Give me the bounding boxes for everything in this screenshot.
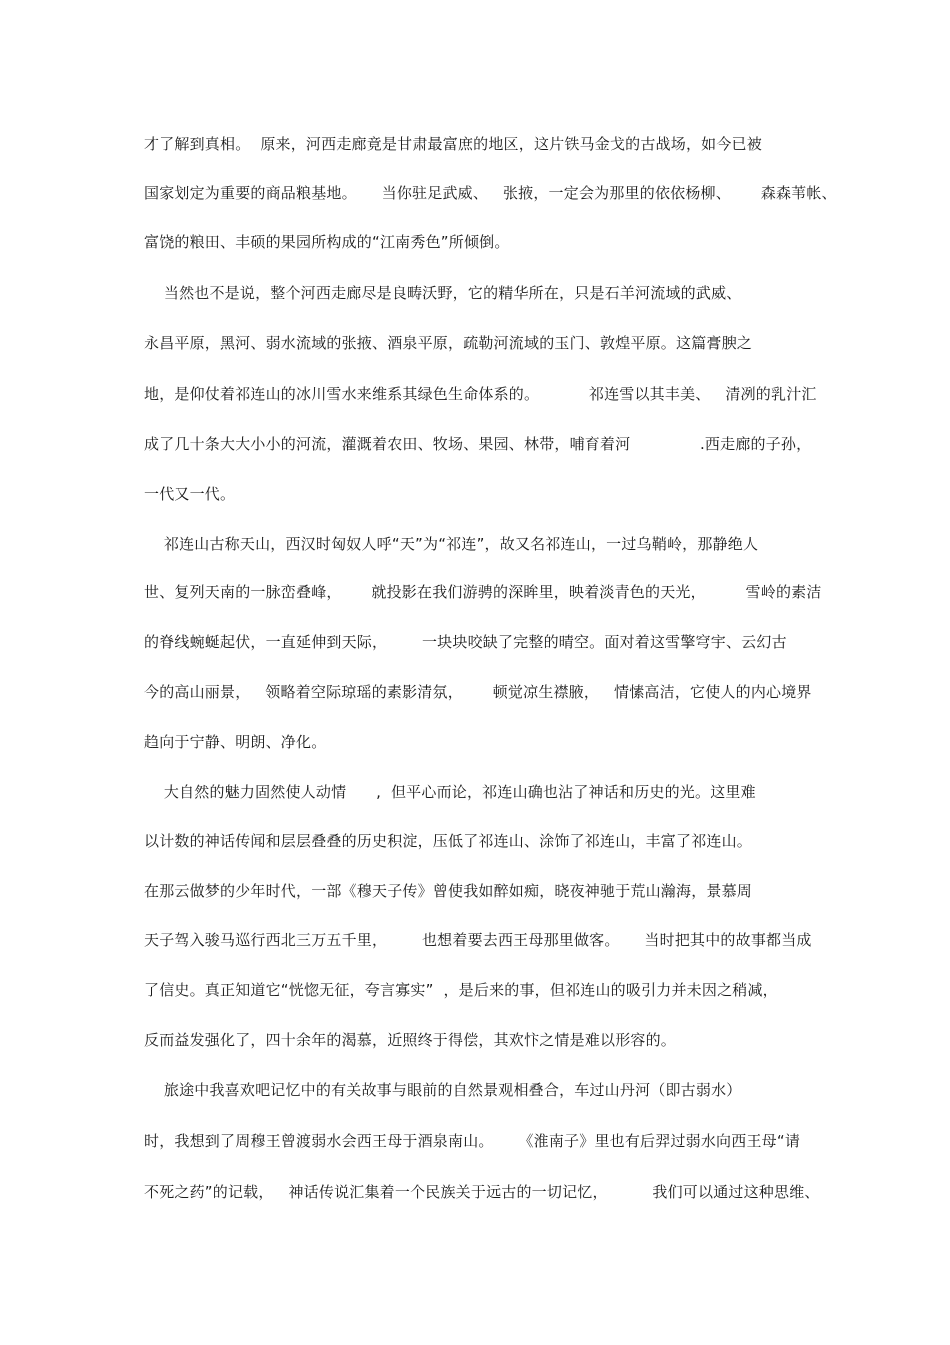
text-line: 了信史。真正知道它“恍惚无征，夸言寡实” ，是后来的事，但祁连山的吸引力并未因之稍减， <box>144 981 778 999</box>
text-line: 旅途中我喜欢吧记忆中的有关故事与眼前的自然景观相叠合，车过山丹河（即古弱水） <box>144 1081 742 1099</box>
text-line: 才了解到真相。 原来，河西走廊竟是甘肃最富庶的地区，这片铁马金戈的古战场，如今已被 <box>144 135 762 153</box>
text-line: 成了几十条大大小小的河流，灌溉着农田、牧场、果园、林带，哺育着河 .西走廊的子孙， <box>144 435 812 453</box>
text-line: 当然也不是说，整个河西走廊尽是良畴沃野，它的精华所在，只是石羊河流域的武威、 <box>144 284 742 302</box>
text-line: 趋向于宁静、明朗、净化。 <box>144 733 327 751</box>
text-line: 富饶的粮田、丰硕的果园所构成的“江南秀色”所倾倒。 <box>144 233 510 251</box>
text-line: 世、复列天南的一脉峦叠峰， 就投影在我们游骋的深眸里，映着淡青色的天光， 雪岭的素洁 <box>144 583 822 601</box>
text-line: 以计数的神话传闻和层层叠叠的历史积淀，压低了祁连山、涂饰了祁连山，丰富了祁连山。 <box>144 832 753 850</box>
text-line: 一代又一代。 <box>144 485 236 503</box>
text-line: 地，是仰仗着祁连山的冰川雪水来维系其绿色生命体系的。 祁连雪以其丰美、 清冽的乳汁汇 <box>144 385 817 403</box>
text-line: 在那云做梦的少年时代，一部《穆天子传》曾使我如醉如痴，晓夜神驰于荒山瀚海，景慕周 <box>144 882 753 900</box>
text-line: 反而益发强化了，四十余年的渴慕，近照终于得偿，其欢忭之情是难以形容的。 <box>144 1031 677 1049</box>
text-line: 不死之药”的记载， 神话传说汇集着一个民族关于远古的一切记忆， 我们可以通过这种思维、 <box>144 1183 820 1201</box>
text-line: 国家划定为重要的商品粮基地。 当你驻足武威、 张掖，一定会为那里的依依杨柳、 森森苇帐、 <box>144 184 837 202</box>
text-line: 大自然的魅力固然使人动情 , 但平心而论，祁连山确也沾了神话和历史的光。这里难 <box>144 783 756 801</box>
text-line: 的脊线蜿蜒起伏，一直延伸到天际， 一块块咬缺了完整的晴空。面对着这雪擎穹宇、云幻古 <box>144 633 787 651</box>
text-line: 祁连山古称天山，西汉时匈奴人呼“天”为“祁连”，故又名祁连山，一过乌鞘岭，那静绝人 <box>144 535 759 553</box>
text-line: 天子驾入骏马巡行西北三万五千里， 也想着要去西王母那里做客。 当时把其中的故事都当成 <box>144 931 812 949</box>
text-line: 时，我想到了周穆王曾渡弱水会西王母于酒泉南山。 《淮南子》里也有后羿过弱水向西王母“请 <box>144 1132 801 1150</box>
text-line: 今的高山丽景， 领略着空际琼瑶的素影清氛， 顿觉凉生襟腋， 情愫高洁，它使人的内心境界 <box>144 683 812 701</box>
text-line: 永昌平原，黑河、弱水流域的张掖、酒泉平原，疏勒河流域的玉门、敦煌平原。这篇膏腴之 <box>144 334 753 352</box>
